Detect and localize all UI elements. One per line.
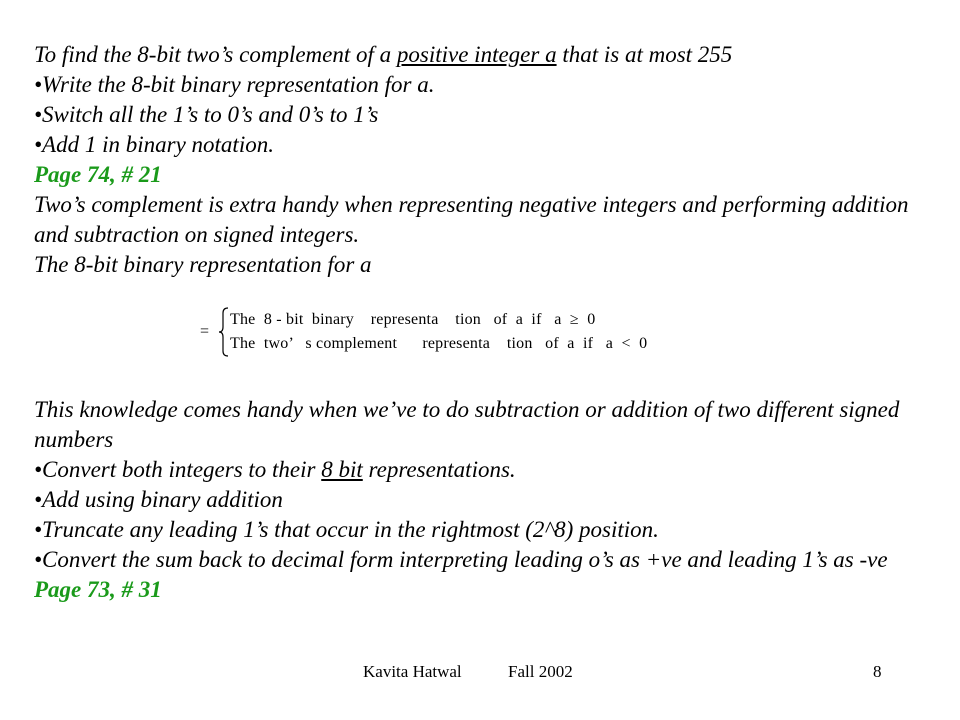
formula-cases: [230, 308, 647, 356]
equals-sign: =: [200, 323, 210, 340]
piecewise-formula: [200, 305, 720, 357]
step-add-one: •Add 1 in binary notation.: [34, 132, 274, 157]
step-convert-back: •Convert the sum back to decimal form interpreting leading o’s as +ve and leading 1’s as -ve: [34, 547, 888, 572]
formula-case-negative: The two’ s complement representa tion of a if a < 0: [230, 335, 648, 352]
slide-body-lower: [34, 395, 934, 605]
intro-prefix: To find the 8-bit two’s complement of a: [34, 42, 397, 67]
page-reference-2: Page 73, # 31: [34, 577, 162, 602]
footer-term: Fall 2002: [508, 662, 573, 681]
step-switch-bits: •Switch all the 1’s to 0’s and 0’s to 1’s: [34, 102, 379, 127]
step-binary-addition: •Add using binary addition: [34, 487, 283, 512]
intro-line: [34, 40, 934, 70]
step-convert-8bit: [34, 455, 934, 485]
step-convert-suffix: representations.: [362, 457, 516, 482]
twos-complement-paragraph: Two’s complement is extra handy when representing negative integers and performing addition and subtraction on signed integers.: [34, 192, 909, 247]
page-reference-1: Page 74, # 21: [34, 162, 162, 187]
knowledge-paragraph: This knowledge comes handy when we’ve to do subtraction or addition of two different signed numbers: [34, 397, 900, 452]
intro-suffix: that is at most 255: [556, 42, 733, 67]
step-convert-underlined: 8 bit: [321, 457, 363, 482]
step-truncate: •Truncate any leading 1’s that occur in the rightmost (2^8) position.: [34, 517, 659, 542]
formula-case-nonnegative: The 8 - bit binary representa tion of a if a ≥ 0: [230, 311, 596, 328]
definition-line: The 8-bit binary representation for a: [34, 252, 372, 277]
left-brace-icon: [218, 307, 230, 357]
footer-page-number: 8: [873, 662, 882, 681]
step-convert-prefix: •Convert both integers to their: [34, 457, 322, 482]
footer-author: Kavita Hatwal: [363, 662, 462, 681]
intro-underlined: positive integer a: [396, 42, 557, 67]
step-write-binary: •Write the 8-bit binary representation for a.: [34, 72, 435, 97]
slide-body: [34, 40, 934, 280]
